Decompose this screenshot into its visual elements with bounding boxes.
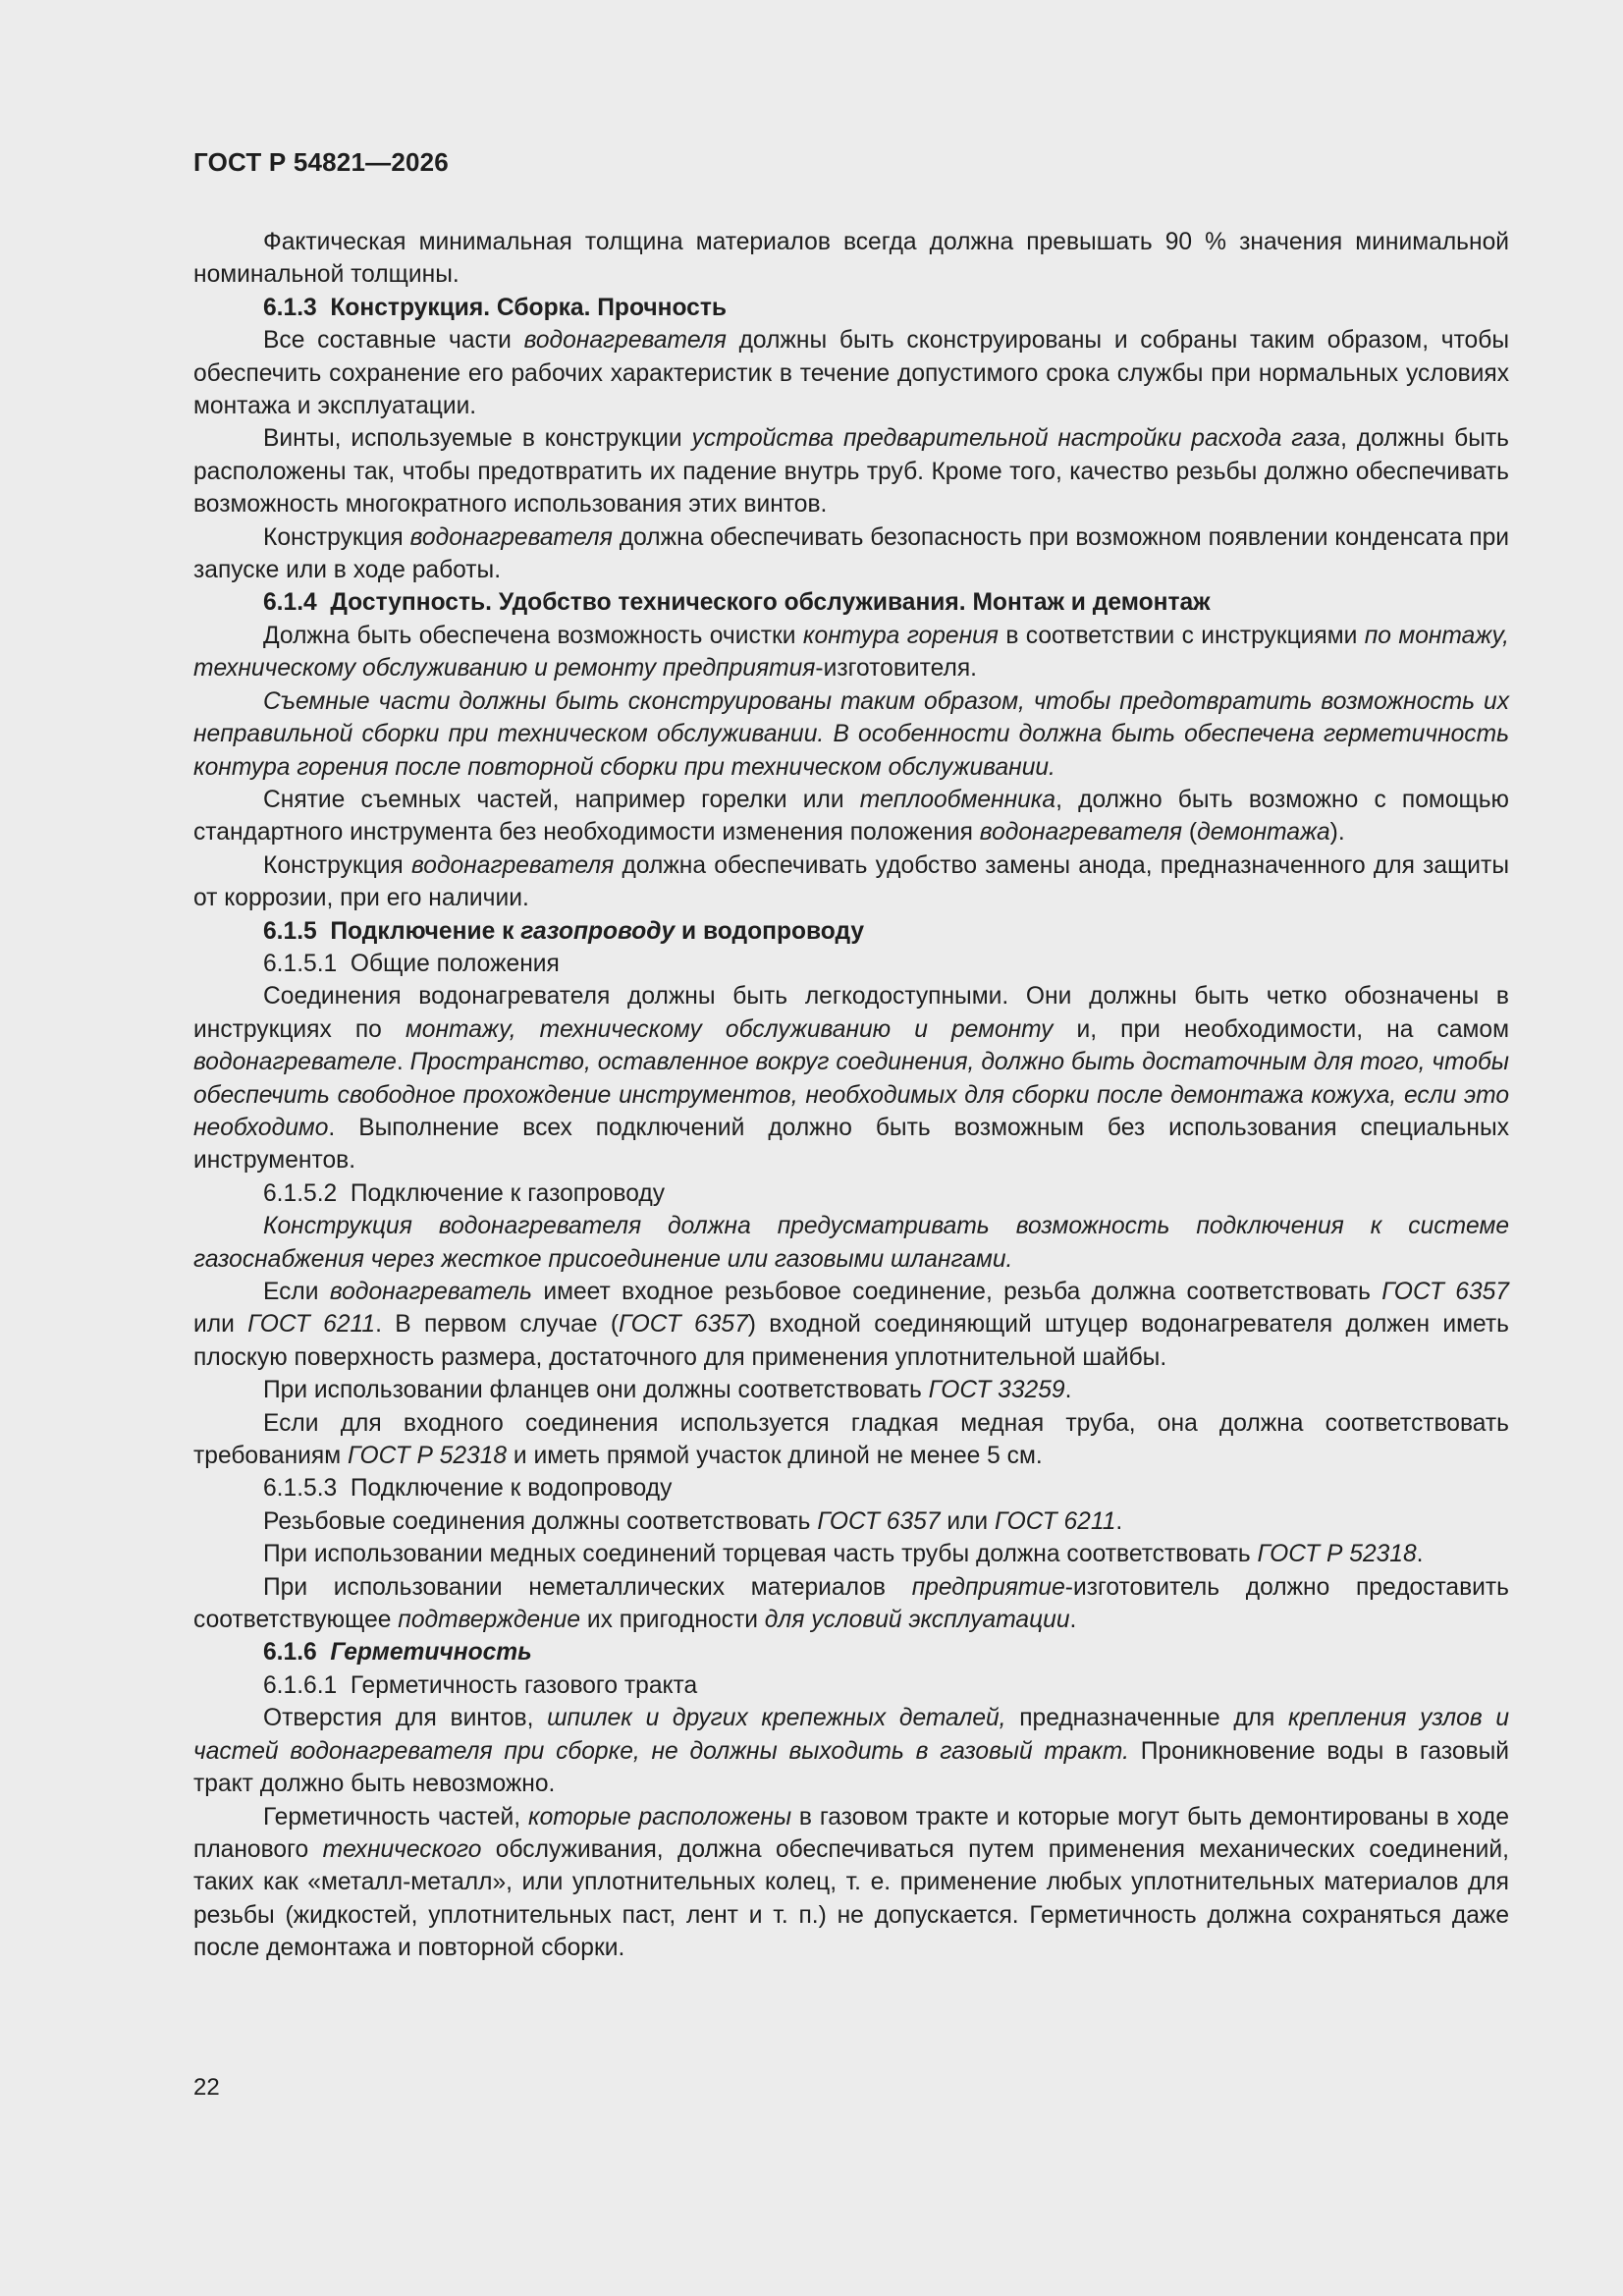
body-paragraph: Снятие съемных частей, например горелки или теплообменника, должно быть возможно с помощью стандартного инструмента без необходимости изменения положения водонагревателя (демонтажа). <box>193 786 1510 847</box>
body-paragraph: Если для входного соединения используется гладкая медная труба, она должна соответствовать требованиям ГОСТ Р 52318 и иметь прямой участок длиной не менее 5 см. <box>193 1409 1509 1470</box>
body-paragraph: Герметичность частей, которые расположены в газовом тракте и которые могут быть демонтированы в ходе планового технического обслуживания, должна обеспечиваться путем применения механических соединений, таких как «металл-металл», или уплотнительных колец, т. е. применение любых уплотнительных материалов для резьбы (жидкостей, уплотнительных паст, лент и т. п.) не допускается. Герметичность должна сохраняться даже после демонтажа и повторной сборки. <box>193 1803 1510 1962</box>
page-number: 22 <box>193 2074 220 2101</box>
body-paragraph: При использовании медных соединений торцевая часть трубы должна соответствовать ГОСТ Р 52318. <box>263 1541 1424 1568</box>
subsection-heading: 6.1.6.1 Герметичность газового тракта <box>263 1671 698 1699</box>
body-paragraph: Должна быть обеспечена возможность очистки контура горения в соответствии с инструкциями по монтажу, техническому обслуживанию и ремонту предприятия-изготовителя. <box>193 622 1510 683</box>
body-paragraph: При использовании неметаллических материалов предприятие-изготовитель должно предоставить соответствующее подтверждение их пригодности для условий эксплуатации. <box>193 1573 1509 1634</box>
document-body <box>193 226 1509 1965</box>
body-paragraph: Все составные части водонагревателя должны быть сконструированы и собраны таким образом, чтобы обеспечить сохранение его рабочих характеристик в течение допустимого срока службы при нормальных условиях монтажа и эксплуатации. <box>193 327 1509 420</box>
standard-designation: ГОСТ Р 54821—2026 <box>193 147 449 177</box>
body-paragraph: При использовании фланцев они должны соответствовать ГОСТ 33259. <box>263 1377 1072 1404</box>
body-paragraph: Если водонагреватель имеет входное резьбовое соединение, резьба должна соответствовать ГОСТ 6357 или ГОСТ 6211. В первом случае (ГОСТ 6357) входной соединяющий штуцер водонагревателя должен иметь плоскую поверхность размера, достаточного для применения уплотнительной шайбы. <box>193 1279 1509 1371</box>
body-paragraph: Конструкция водонагревателя должна предусматривать возможность подключения к системе газоснабжения через жесткое присоединение или газовыми шлангами. <box>193 1213 1509 1273</box>
body-paragraph: Конструкция водонагревателя должна обеспечивать безопасность при возможном появлении конденсата при запуске или в ходе работы. <box>193 523 1509 584</box>
subsection-heading: 6.1.5.1 Общие положения <box>263 950 560 977</box>
subsection-heading: 6.1.5.3 Подключение к водопроводу <box>263 1475 673 1503</box>
body-paragraph: Конструкция водонагревателя должна обеспечивать удобство замены анода, предназначенного для защиты от коррозии, при его наличии. <box>193 851 1509 912</box>
subsection-heading: 6.1.5.2 Подключение к газопроводу <box>263 1179 666 1207</box>
body-paragraph: Винты, используемые в конструкции устройства предварительной настройки расхода газа, должны быть расположены так, чтобы предотвратить их падение внутрь труб. Кроме того, качество резьбы должно обеспечивать возможность многократного использования этих винтов. <box>193 425 1510 519</box>
section-heading: 6.1.3 Конструкция. Сборка. Прочность <box>263 294 728 321</box>
body-paragraph: Соединения водонагревателя должны быть легкодоступными. Они должны быть четко обозначены в инструкциях по монтажу, техническому обслуживанию и ремонту и, при необходимости, на самом водонагревателе. Пространство, оставленное вокруг соединения, должно быть достаточным для того, чтобы обеспечить свободное прохождение инструментов, необходимых для сборки после демонтажа кожуха, если это необходимо. Выполнение всех подключений должно быть возможным без использования специальных инструментов. <box>193 983 1509 1175</box>
body-paragraph: Резьбовые соединения должны соответствовать ГОСТ 6357 или ГОСТ 6211. <box>263 1507 1123 1535</box>
body-paragraph: Фактическая минимальная толщина материалов всегда должна превышать 90 % значения минимальной номинальной толщины. <box>193 229 1509 289</box>
section-heading: 6.1.4 Доступность. Удобство технического обслуживания. Монтаж и демонтаж <box>263 589 1211 617</box>
body-paragraph: Съемные части должны быть сконструированы таким образом, чтобы предотвратить возможность их неправильной сборки при техническом обслуживании. В особенности должна быть обеспечена герметичность контура горения после повторной сборки при техническом обслуживании. <box>193 687 1509 781</box>
body-paragraph: Отверстия для винтов, шпилек и других крепежных деталей, предназначенные для крепления узлов и частей водонагревателя при сборке, не должны выходить в газовый тракт. Проникновение воды в газовый тракт должно быть невозможно. <box>193 1705 1509 1798</box>
section-heading: 6.1.6 Герметичность <box>263 1639 532 1667</box>
section-heading: 6.1.5 Подключение к газопроводу и водопроводу <box>263 917 865 945</box>
